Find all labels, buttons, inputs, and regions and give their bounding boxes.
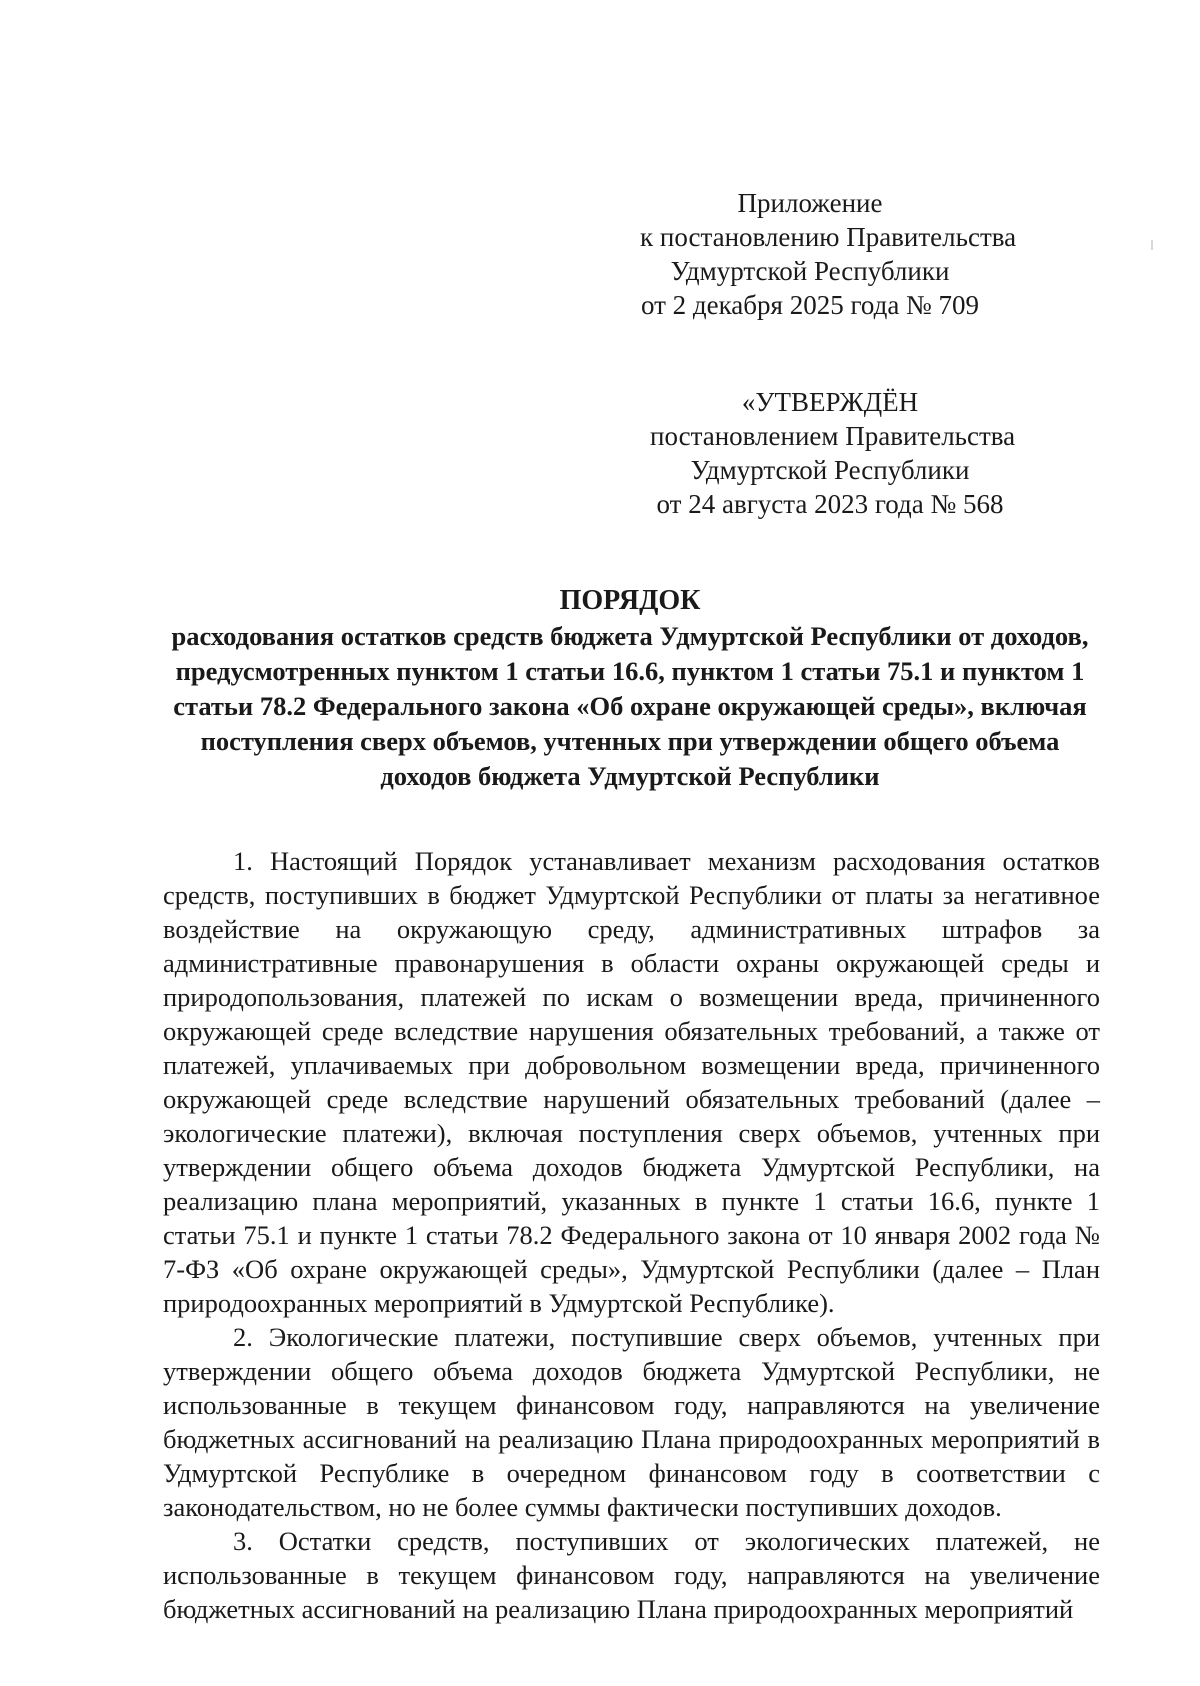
- approval-stamp: [650, 385, 1016, 521]
- paragraph-1: 1. Настоящий Порядок устанавливает механизм расходования остатков средств, поступивших в бюджет Удмуртской Республики от платы за негативное воздействие на окружающую среду, административных штрафов за административные правонарушения в области охраны окружающей среды и природопользования, платежей по искам о возмещении вреда, причиненного окружающей среде вследствие нарушения обязательных требований, а также от платежей, уплачиваемых при добровольном возмещении вреда, причиненного окружающей среде вследствие нарушений обязательных требований (далее – экологические платежи), включая поступления сверх объемов, учтенных при утверждении общего объема доходов бюджета Удмуртской Республики, на реализацию плана мероприятий, указанных в пункте 1 статьи 16.6, пункте 1 статьи 75.1 и пункте 1 статьи 78.2 Федерального закона от 10 января 2002 года № 7-ФЗ «Об охране окружающей среды», Удмуртской Республики (далее – План природоохранных мероприятий в Удмуртской Республике).: [163, 846, 1100, 1318]
- approved-line-2: постановлением Правительства: [650, 421, 1016, 451]
- document-heading: [160, 583, 1100, 794]
- approved-line-4: от 24 августа 2023 года № 568: [656, 489, 1004, 519]
- paragraph-3: 3. Остатки средств, поступивших от экологических платежей, не использованные в текущем финансовом году, направляются на увеличение бюджетных ассигнований на реализацию Плана природоохранных мероприятий: [163, 1526, 1100, 1624]
- scan-artifact: [1151, 240, 1153, 250]
- appendix-line-3: Удмуртской Республики: [670, 256, 950, 286]
- document-body: [163, 844, 1100, 1626]
- paragraph-2: 2. Экологические платежи, поступившие сверх объемов, учтенных при утверждении общего объема доходов бюджета Удмуртской Республики, не использованные в текущем финансовом году, направляются на увеличение бюджетных ассигнований на реализацию Плана природоохранных мероприятий в Удмуртской Республике в очередном финансовом году в соответствии с законодательством, но не более суммы фактически поступивших доходов.: [163, 1322, 1100, 1522]
- appendix-line-2: к постановлению Правительства: [640, 222, 1017, 252]
- appendix-header: [640, 186, 1017, 322]
- approved-line-3: Удмуртской Республики: [690, 455, 970, 485]
- approved-line-1: «УТВЕРЖДЁН: [741, 387, 919, 417]
- document-subtitle: расходования остатков средств бюджета Удмуртской Республики от доходов, предусмотренных пунктом 1 статьи 16.6, пунктом 1 статьи 75.1 и пунктом 1 статьи 78.2 Федерального закона «Об охране окружающей среды», включая поступления сверх объемов, учтенных при утверждении общего объема доходов бюджета Удмуртской Республики: [171, 621, 1089, 791]
- appendix-line-4: от 2 декабря 2025 года № 709: [640, 290, 980, 320]
- appendix-line-1: Приложение: [737, 188, 883, 218]
- document-title: ПОРЯДОК: [559, 585, 701, 616]
